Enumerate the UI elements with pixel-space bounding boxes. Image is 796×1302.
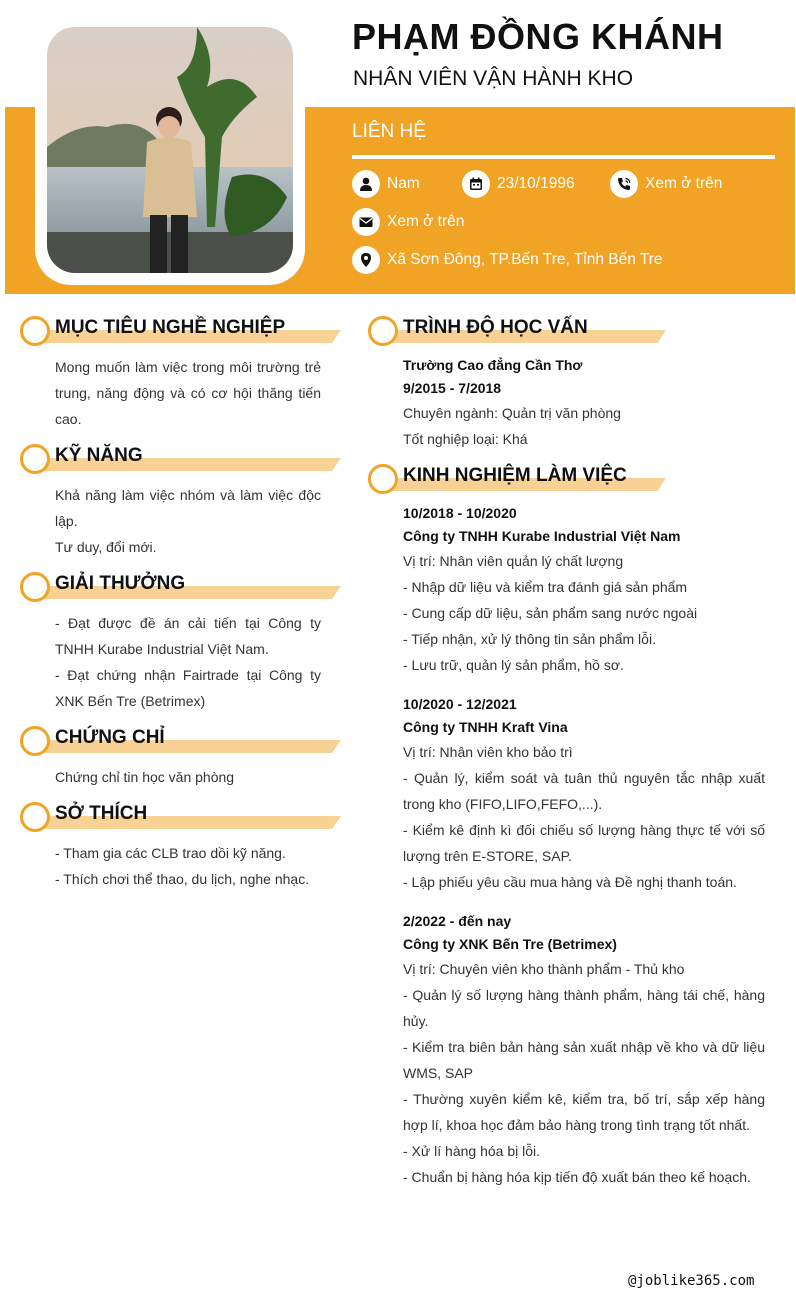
job-position: NHÂN VIÊN VẬN HÀNH KHO bbox=[353, 67, 634, 90]
job-period: 2/2022 - đến nay bbox=[403, 913, 512, 929]
list-item: - Đạt chứng nhận Fairtrade tại Công ty XNK Bến Tre (Betrimex) bbox=[55, 667, 321, 709]
profile-photo-frame bbox=[35, 17, 305, 285]
job-entry bbox=[403, 502, 765, 678]
job-duty: - Xử lí hàng hóa bị lỗi. bbox=[403, 1143, 541, 1159]
list-item: Tư duy, đổi mới. bbox=[55, 539, 157, 555]
objective-text: Mong muốn làm việc trong môi trường trẻ trung, năng động và có cơ hội thăng tiến cao. bbox=[55, 359, 321, 427]
contact-email bbox=[352, 208, 464, 236]
job-duty: - Kiểm kê định kì đối chiếu số lượng hàng thực tế với số lượng trên E-STORE, SAP. bbox=[403, 822, 765, 864]
certificates-list bbox=[55, 764, 321, 790]
email-icon bbox=[352, 208, 380, 236]
job-company: Công ty TNHH Kraft Vina bbox=[403, 719, 568, 735]
section-title: KỸ NĂNG bbox=[55, 445, 143, 466]
section-title: GIẢI THƯỞNG bbox=[55, 573, 186, 594]
contact-divider bbox=[352, 155, 775, 159]
job-role: Vị trí: Chuyên viên kho thành phẩm - Thủ kho bbox=[403, 961, 685, 977]
section-title: KINH NGHIỆM LÀM VIỆC bbox=[403, 465, 627, 486]
job-role: Vị trí: Nhân viên quản lý chất lượng bbox=[403, 553, 624, 569]
address-value: Xã Sơn Đông, TP.Bến Tre, Tỉnh Bến Tre bbox=[387, 251, 663, 268]
email-value: Xem ở trên bbox=[387, 213, 465, 230]
section-title: TRÌNH ĐỘ HỌC VẤN bbox=[403, 317, 588, 338]
list-item: - Tham gia các CLB trao dồi kỹ năng. bbox=[55, 845, 286, 861]
education-period: 9/2015 - 7/2018 bbox=[403, 380, 502, 396]
section-title: SỞ THÍCH bbox=[55, 803, 148, 824]
job-duty: - Tiếp nhận, xử lý thông tin sản phẩm lỗi. bbox=[403, 631, 656, 647]
job-duty: - Quản lý số lượng hàng thành phẩm, hàng tái chế, hàng hủy. bbox=[403, 987, 765, 1029]
phone-icon bbox=[610, 170, 638, 198]
watermark: @joblike365.com bbox=[628, 1273, 755, 1289]
job-entry bbox=[403, 910, 765, 1190]
section-marker-icon bbox=[20, 726, 50, 756]
location-icon bbox=[352, 246, 380, 274]
section-marker-icon bbox=[20, 572, 50, 602]
job-period: 10/2020 - 12/2021 bbox=[403, 696, 517, 712]
list-item: Khả năng làm việc nhóm và làm việc độc lập. bbox=[55, 487, 321, 529]
job-duty: - Nhập dữ liệu và kiểm tra đánh giá sản phẩm bbox=[403, 579, 688, 595]
education-grade: Tốt nghiệp loại: Khá bbox=[403, 431, 528, 447]
job-duty: - Lập phiếu yêu cầu mua hàng và Đề nghị thanh toán. bbox=[403, 874, 737, 890]
contact-title: LIÊN HỆ bbox=[352, 121, 426, 142]
job-duty: - Lưu trữ, quản lý sản phẩm, hồ sơ. bbox=[403, 657, 624, 673]
skills-list bbox=[55, 482, 321, 560]
job-period: 10/2018 - 10/2020 bbox=[403, 505, 517, 521]
job-role: Vị trí: Nhân viên kho bảo trì bbox=[403, 744, 573, 760]
contact-phone bbox=[610, 170, 722, 198]
section-marker-icon bbox=[20, 802, 50, 832]
education-major: Chuyên ngành: Quản trị văn phòng bbox=[403, 405, 621, 421]
job-duty: - Quản lý, kiểm soát và tuân thủ nguyên tắc nhập xuất trong kho (FIFO,LIFO,FEFO,...). bbox=[403, 770, 765, 812]
calendar-icon bbox=[462, 170, 490, 198]
job-entry bbox=[403, 693, 765, 895]
person-icon bbox=[352, 170, 380, 198]
job-company: Công ty XNK Bến Tre (Betrimex) bbox=[403, 936, 617, 952]
hobbies-list bbox=[55, 840, 321, 892]
job-duty: - Chuẩn bị hàng hóa kịp tiến độ xuất bán theo kế hoạch. bbox=[403, 1169, 751, 1185]
gender-value: Nam bbox=[387, 175, 420, 192]
education-block bbox=[403, 354, 765, 452]
section-marker-icon bbox=[368, 316, 398, 346]
list-item: Chứng chỉ tin học văn phòng bbox=[55, 769, 235, 785]
contact-address bbox=[352, 246, 663, 274]
phone-value: Xem ở trên bbox=[645, 175, 723, 192]
candidate-name: PHẠM ĐỒNG KHÁNH bbox=[352, 16, 724, 57]
job-duty: - Thường xuyên kiểm kê, kiểm tra, bố trí, sắp xếp hàng hợp lí, khoa học đảm bảo hàng trong tình trạng tốt nhất. bbox=[403, 1091, 765, 1133]
section-title: CHỨNG CHỈ bbox=[55, 727, 165, 748]
contact-birthday bbox=[462, 170, 575, 198]
contact-gender bbox=[352, 170, 420, 198]
profile-photo bbox=[47, 27, 293, 273]
job-duty: - Kiểm tra biên bản hàng sản xuất nhập về kho và dữ liệu WMS, SAP bbox=[403, 1039, 765, 1081]
section-marker-icon bbox=[20, 444, 50, 474]
section-marker-icon bbox=[368, 464, 398, 494]
awards-list bbox=[55, 610, 321, 714]
list-item: - Thích chơi thể thao, du lịch, nghe nhạc. bbox=[55, 871, 310, 887]
list-item: - Đạt được đề án cải tiến tại Công ty TNHH Kurabe Industrial Việt Nam. bbox=[55, 615, 321, 657]
section-title: MỤC TIÊU NGHỀ NGHIỆP bbox=[55, 317, 286, 338]
job-duty: - Cung cấp dữ liệu, sản phẩm sang nước ngoài bbox=[403, 605, 698, 621]
birthday-value: 23/10/1996 bbox=[497, 175, 575, 192]
school-name: Trường Cao đẳng Cần Thơ bbox=[403, 357, 583, 373]
section-marker-icon bbox=[20, 316, 50, 346]
job-company: Công ty TNHH Kurabe Industrial Việt Nam bbox=[403, 528, 681, 544]
